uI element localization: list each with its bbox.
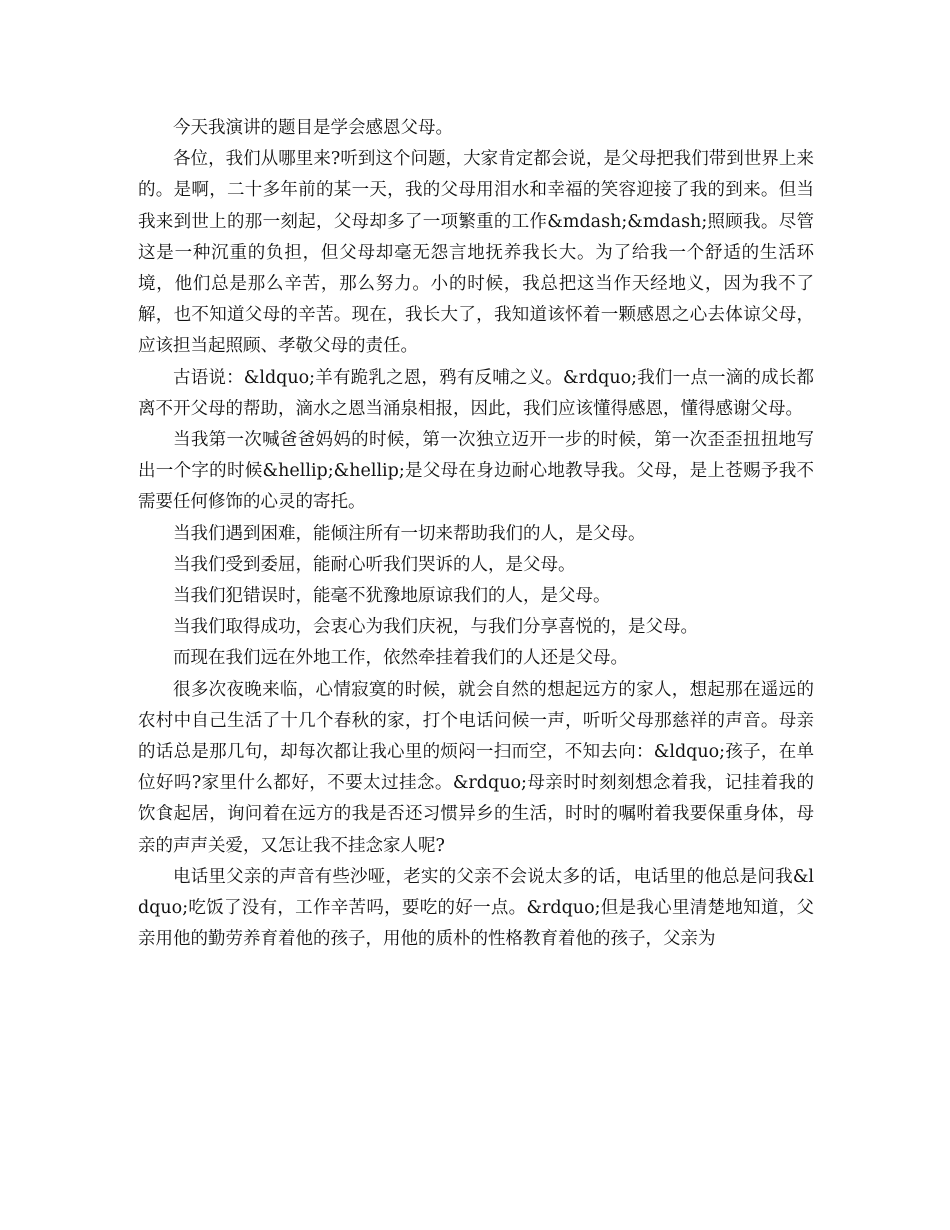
paragraph: 当我们遇到困难，能倾注所有一切来帮助我们的人，是父母。 (173, 523, 646, 544)
document-body (138, 113, 814, 955)
paragraph: 古语说：&ldquo;羊有跪乳之恩，鸦有反哺之义。&rdquo;我们一点一滴的成长都离不开父母的帮助，滴水之恩当涌泉相报，因此，我们应该懂得感恩，懂得感谢父母。 (138, 367, 814, 419)
paragraph: 各位，我们从哪里来?听到这个问题，大家肯定都会说，是父母把我们带到世界上来的。是啊，二十多年前的某一天，我的父母用泪水和幸福的笑容迎接了我的到来。但当我来到世上的那一刻起，父母却多了一项繁重的工作&mdash;&mdash;照顾我。尽管这是一种沉重的负担，但父母却毫无怨言地抚养我长大。为了给我一个舒适的生活环境，他们总是那么辛苦，那么努力。小的时候，我总把这当作天经地义，因为我不了解，也不知道父母的辛苦。现在，我长大了，我知道该怀着一颗感恩之心去体谅父母，应该担当起照顾、孝敬父母的责任。 (138, 149, 814, 357)
paragraph: 当我们取得成功，会衷心为我们庆祝，与我们分享喜悦的，是父母。 (173, 617, 698, 638)
paragraph: 而现在我们远在外地工作，依然牵挂着我们的人还是父母。 (173, 648, 628, 669)
paragraph: 很多次夜晚来临，心情寂寞的时候，就会自然的想起远方的家人，想起那在遥远的 农村中自己生活了十几个春秋的家，打个电话问候一声，听听父母那慈祥的声音。母亲的话总是那几句，却每次都让我心里的烦闷一扫而空，不知去向：&ldquo;孩子，在单位好吗?家里什么都好，不要太过挂念。&rdquo;母亲时时刻刻想念着我，记挂着我的饮食起居，询问着在远方的我是否还习惯异乡的生活，时时的嘱咐着我要保重身体，母亲的声声关爱，又怎让我不挂念家人呢? (138, 679, 814, 856)
paragraph: 当我第一次喊爸爸妈妈的时候，第一次独立迈开一步的时候，第一次歪歪扭扭地写出一个字的时候&hellip;&hellip;是父母在身边耐心地教导我。父母，是上苍赐予我不需要任何修饰的心灵的寄托。 (138, 430, 814, 513)
paragraph: 当我们受到委屈，能耐心听我们哭诉的人，是父母。 (173, 554, 576, 575)
paragraph: 电话里父亲的声音有些沙哑，老实的父亲不会说太多的话，电话里的他总是问我&ldquo;吃饭了没有，工作辛苦吗，要吃的好一点。&rdquo;但是我心里清楚地知道，父亲用他的勤劳养育着他的孩子，用他的质朴的性格教育着他的孩子，父亲为 (138, 866, 814, 950)
paragraph: 当我们犯错误时，能毫不犹豫地原谅我们的人，是父母。 (173, 586, 611, 607)
paragraph: 今天我演讲的题目是学会感恩父母。 (173, 118, 453, 138)
